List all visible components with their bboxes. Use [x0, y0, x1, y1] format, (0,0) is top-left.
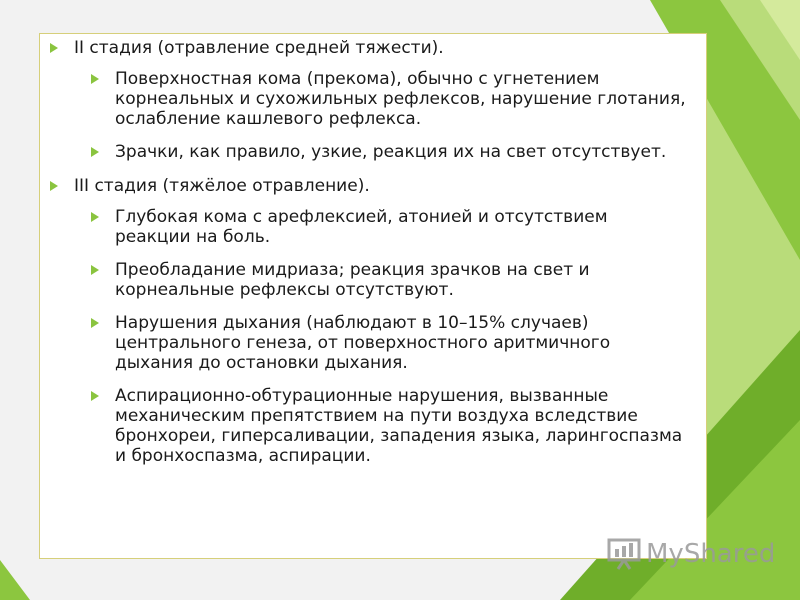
bullet-arrow-icon: [91, 265, 99, 275]
list-item: [46, 142, 686, 162]
list-item: [46, 386, 686, 466]
bullet-arrow-icon: [50, 181, 58, 191]
watermark: [606, 537, 775, 571]
list-item-text: Глубокая кома с арефлексией, атонией и отсутствием реакции на боль.: [115, 207, 608, 247]
presentation-icon: [606, 537, 644, 571]
bullet-arrow-icon: [91, 74, 99, 84]
list-item-text: Преобладание мидриаза; реакция зрачков на свет и корнеальные рефлексы отсутствуют.: [115, 260, 590, 300]
list-item: [46, 313, 686, 373]
watermark-text: MyShared: [646, 539, 776, 569]
bullet-arrow-icon: [50, 43, 58, 53]
list-item: [46, 69, 686, 129]
list-item: [46, 207, 686, 247]
list-item-text: Аспирационно-обтурационные нарушения, вызванные механическим препятствием на пути воздуха вследствие бронхореи, гиперсаливации, западения языка, ларингоспазма и бронхоспазма, аспирации.: [115, 386, 683, 466]
bullet-arrow-icon: [91, 391, 99, 401]
slide-content: [46, 37, 686, 479]
bullet-arrow-icon: [91, 147, 99, 157]
bullet-arrow-icon: [91, 212, 99, 222]
heading-text: III стадия (тяжёлое отравление).: [74, 176, 370, 196]
list-item-text: Зрачки, как правило, узкие, реакция их на свет отсутствует.: [115, 142, 667, 162]
heading-text: II стадия (отравление средней тяжести).: [74, 38, 444, 58]
section-heading-stage-3: [46, 175, 686, 197]
list-item: [46, 260, 686, 300]
list-item-text: Нарушения дыхания (наблюдают в 10–15% случаев) центрального генеза, от поверхностного аритмичного дыхания до остановки дыхания.: [115, 313, 611, 373]
section-heading-stage-2: [46, 37, 686, 59]
list-item-text: Поверхностная кома (прекома), обычно с угнетением корнеальных и сухожильных рефлексов, нарушение глотания, ослабление кашлевого рефлекса.: [115, 69, 686, 129]
bullet-arrow-icon: [91, 318, 99, 328]
